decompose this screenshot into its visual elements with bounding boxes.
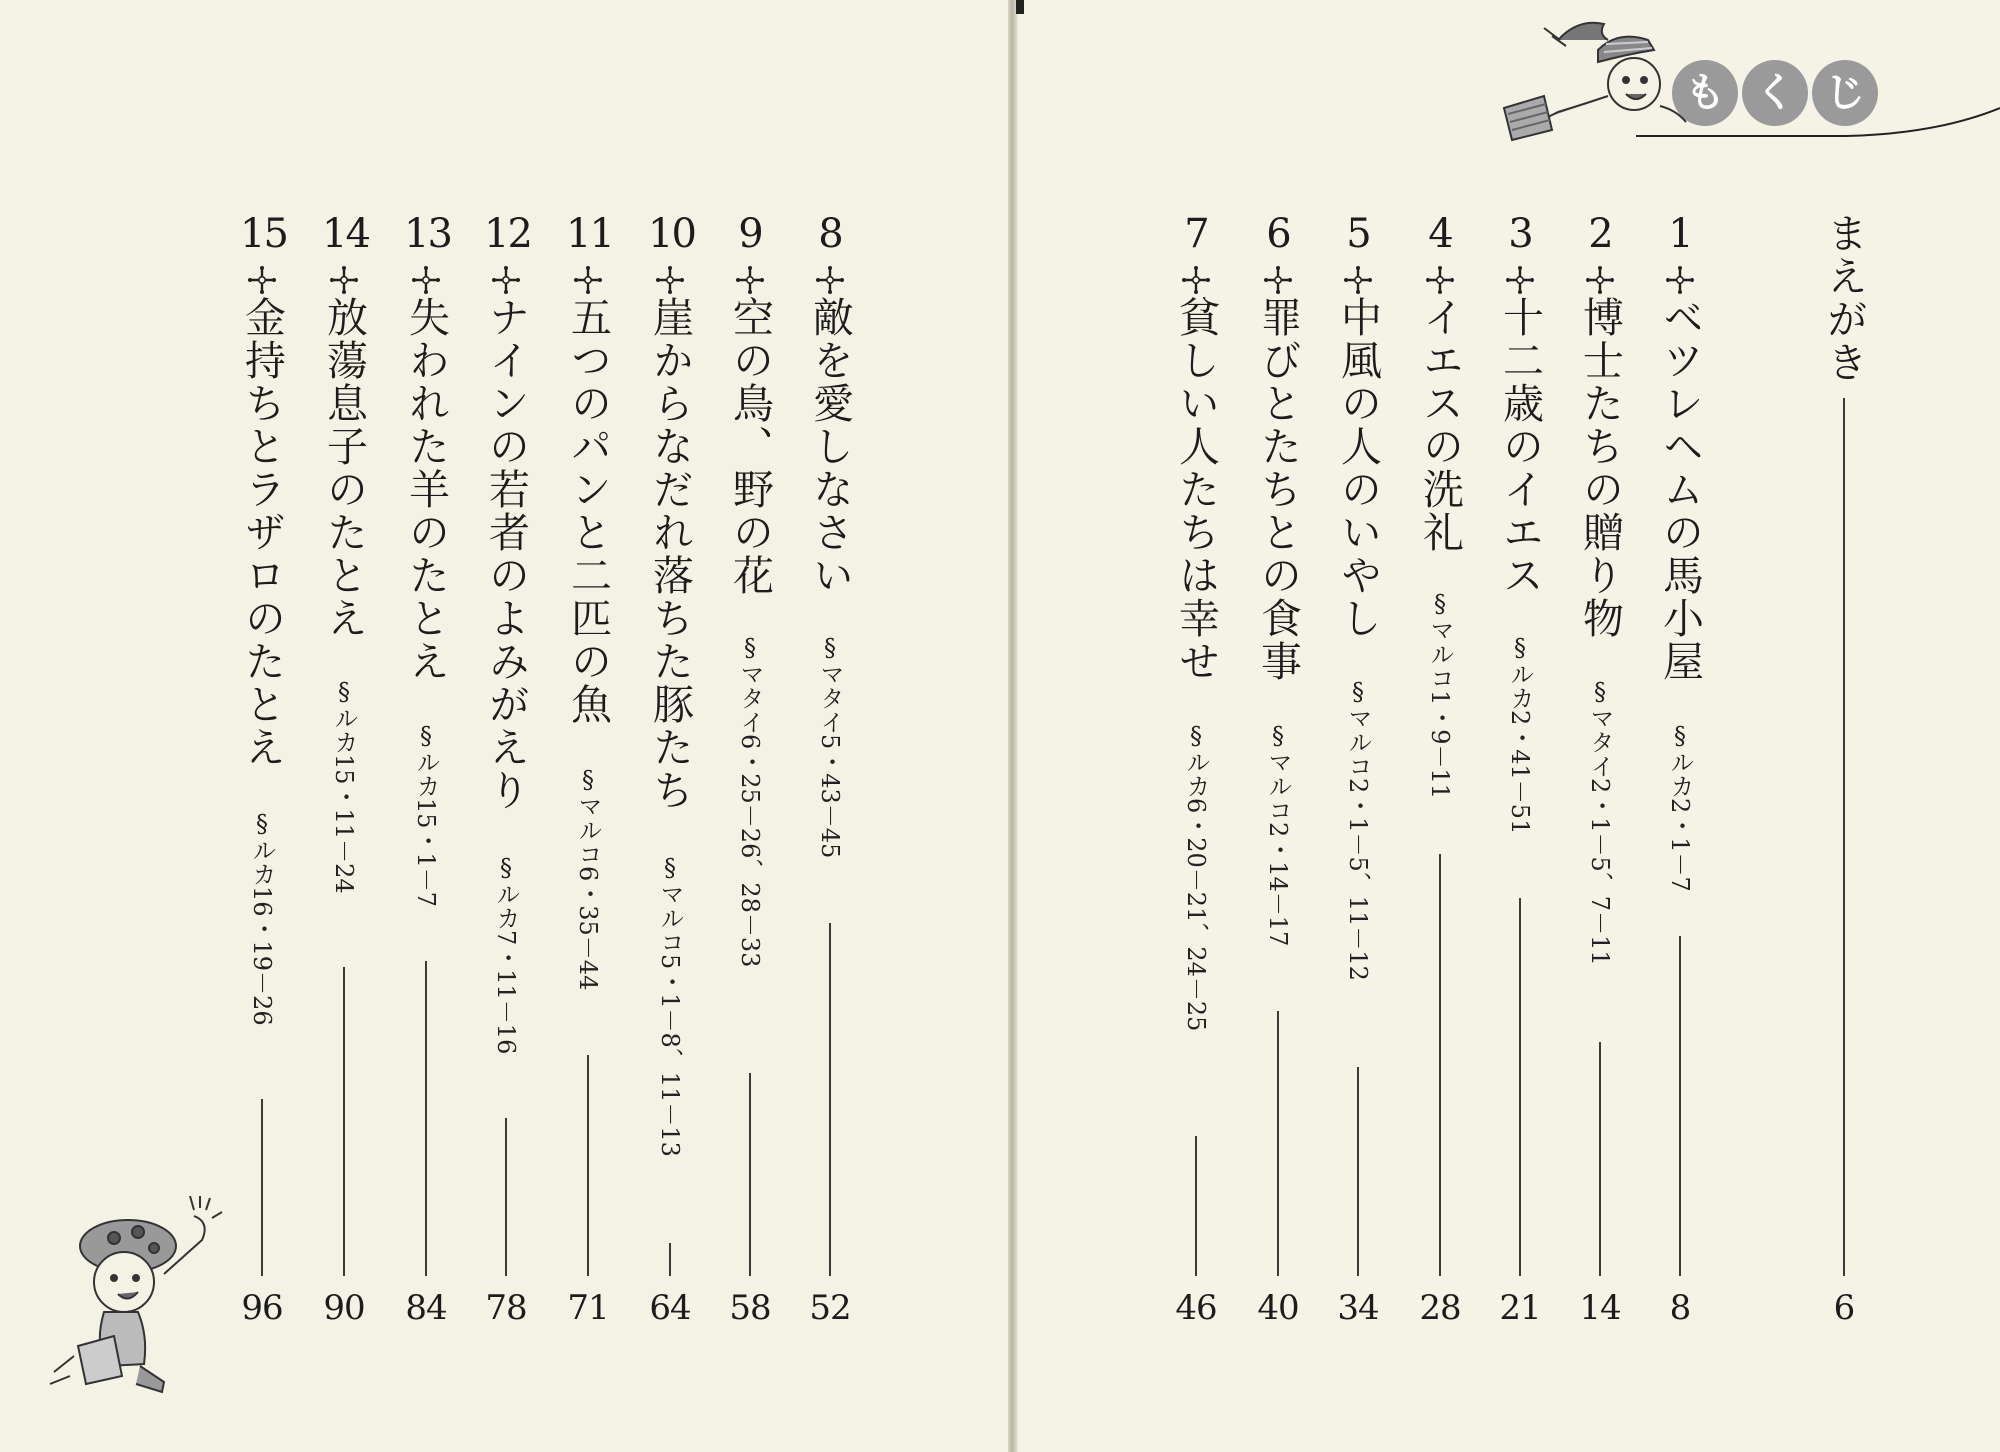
chapter-number: 11 [566, 211, 613, 257]
leader-line [669, 1243, 671, 1276]
flying-child-reading-illustration [1448, 10, 1688, 160]
chapter-number: 7 [1184, 211, 1208, 257]
toc-entry[interactable] [808, 0, 852, 1452]
page-number: 46 [1175, 1288, 1217, 1328]
preface-entry[interactable] [1822, 0, 1866, 1452]
heading-char-3: じ [1812, 60, 1878, 126]
chapter-title: ナインの若者のよみがえり [482, 296, 530, 812]
chapter-title: 博士たちの贈り物 [1576, 296, 1624, 640]
chapter-number: 6 [1266, 211, 1290, 257]
page-number: 40 [1257, 1288, 1299, 1328]
chapter-number: 9 [738, 211, 762, 257]
scripture-reference: §ルカ15・1－7 [412, 722, 440, 908]
scripture-reference: §マルコ2・1－5、11－12 [1344, 678, 1372, 981]
cross-ornament-icon [1504, 264, 1536, 296]
scripture-reference: §マタイ5・43－45 [816, 634, 844, 859]
leader-line [505, 1118, 507, 1276]
preface-leader-line [1843, 398, 1845, 1276]
leader-line [749, 1073, 751, 1276]
leader-line [261, 1099, 263, 1276]
scripture-reference: §ルカ6・20－21、24－25 [1182, 722, 1210, 1032]
chapter-title: 失われた羊のたとえ [402, 296, 450, 683]
cross-ornament-icon [246, 264, 278, 296]
leader-line [1357, 1067, 1359, 1276]
chapter-title: 罪びとたちとの食事 [1254, 296, 1302, 683]
preface-title: まえがき [1820, 212, 1868, 384]
toc-entry[interactable] [646, 0, 695, 1452]
page-number: 84 [405, 1288, 447, 1328]
chapter-number: 3 [1508, 211, 1532, 257]
scripture-reference: §ルカ7・11－16 [492, 854, 520, 1055]
page-number: 90 [323, 1288, 365, 1328]
scripture-reference: §マタイ6・25－26、28－33 [736, 634, 764, 968]
leader-line [1277, 1011, 1279, 1276]
scripture-reference: §ルカ16・19－26 [248, 810, 276, 1026]
chapter-title: 金持ちとラザロのたとえ [238, 296, 286, 769]
chapter-number: 2 [1588, 211, 1612, 257]
leader-line [829, 923, 831, 1276]
chapter-title: 崖からなだれ落ちた豚たち [646, 296, 694, 812]
page-number: 8 [1669, 1288, 1691, 1328]
chapter-number: 10 [648, 211, 695, 257]
cross-ornament-icon [410, 264, 442, 296]
heading-char-1: も [1672, 60, 1738, 126]
chapter-title: 放蕩息子のたとえ [320, 296, 368, 640]
page-number: 14 [1579, 1288, 1621, 1328]
page-number: 64 [649, 1288, 691, 1328]
heading-char-2: く [1742, 60, 1808, 126]
toc-entry[interactable] [728, 0, 772, 1452]
page-number: 34 [1337, 1288, 1379, 1328]
cross-ornament-icon [490, 264, 522, 296]
chapter-number: 12 [484, 211, 531, 257]
scripture-reference: §マルコ6・35－44 [574, 766, 602, 991]
toc-entry[interactable] [1256, 0, 1300, 1452]
chapter-number: 8 [818, 211, 842, 257]
leader-line [425, 961, 427, 1276]
leader-line [1519, 898, 1521, 1276]
scripture-reference: §マルコ1・9－11 [1426, 590, 1454, 800]
chapter-number: 4 [1428, 211, 1452, 257]
chapter-title: 中風の人のいやし [1334, 296, 1382, 640]
scripture-reference: §マルコ5・1－8、11－13 [656, 854, 684, 1157]
toc-entry[interactable] [1418, 0, 1462, 1452]
leader-line [587, 1055, 589, 1276]
cross-ornament-icon [1262, 264, 1294, 296]
page-number: 28 [1419, 1288, 1461, 1328]
waving-child-reading-illustration [44, 1196, 234, 1396]
cross-ornament-icon [1180, 264, 1212, 296]
chapter-title: 五つのパンと二匹の魚 [564, 296, 612, 726]
chapter-title: 敵を愛しなさい [806, 296, 854, 597]
page-number: 21 [1499, 1288, 1541, 1328]
toc-entry[interactable] [320, 0, 369, 1452]
scripture-reference: §マタイ2・1－5、7－11 [1586, 678, 1614, 966]
toc-entry[interactable] [1578, 0, 1622, 1452]
cross-ornament-icon [814, 264, 846, 296]
chapter-title: 十二歳のイエス [1496, 296, 1544, 597]
chapter-number: 14 [322, 211, 369, 257]
cross-ornament-icon [1584, 264, 1616, 296]
scripture-reference: §ルカ2・41－51 [1506, 634, 1534, 835]
chapter-number: 15 [240, 211, 287, 257]
cross-ornament-icon [328, 264, 360, 296]
scripture-reference: §マルコ2・14－17 [1264, 722, 1292, 947]
book-gutter [1008, 0, 1018, 1452]
toc-entry[interactable] [1658, 0, 1702, 1452]
gutter-shadow [1016, 0, 1024, 14]
toc-entry[interactable] [402, 0, 451, 1452]
chapter-title: 空の鳥、野の花 [726, 296, 774, 597]
cross-ornament-icon [1342, 264, 1374, 296]
cross-ornament-icon [572, 264, 604, 296]
cross-ornament-icon [654, 264, 686, 296]
page-number: 52 [809, 1288, 851, 1328]
toc-entry[interactable] [482, 0, 531, 1452]
preface-page-number: 6 [1833, 1288, 1855, 1328]
leader-line [1195, 1136, 1197, 1276]
scripture-reference: §ルカ2・1－7 [1666, 722, 1694, 892]
page-number: 78 [485, 1288, 527, 1328]
leader-line [1679, 936, 1681, 1276]
leader-line [343, 967, 345, 1276]
page-number: 58 [729, 1288, 771, 1328]
chapter-title: 貧しい人たちは幸せ [1172, 296, 1220, 683]
toc-entry[interactable] [564, 0, 613, 1452]
page-number: 71 [567, 1288, 609, 1328]
cross-ornament-icon [1424, 264, 1456, 296]
toc-entry[interactable] [1498, 0, 1542, 1452]
scripture-reference: §ルカ15・11－24 [330, 678, 358, 894]
chapter-number: 13 [404, 211, 451, 257]
page-number: 96 [241, 1288, 283, 1328]
toc-entry[interactable] [1336, 0, 1380, 1452]
cross-ornament-icon [734, 264, 766, 296]
cross-ornament-icon [1664, 264, 1696, 296]
toc-entry[interactable] [1174, 0, 1218, 1452]
chapter-title: イエスの洗礼 [1416, 296, 1464, 554]
leader-line [1599, 1042, 1601, 1276]
chapter-title: ベツレヘムの馬小屋 [1656, 296, 1704, 683]
toc-entry[interactable] [238, 0, 287, 1452]
chapter-number: 1 [1668, 211, 1692, 257]
chapter-number: 5 [1346, 211, 1370, 257]
leader-line [1439, 854, 1441, 1276]
